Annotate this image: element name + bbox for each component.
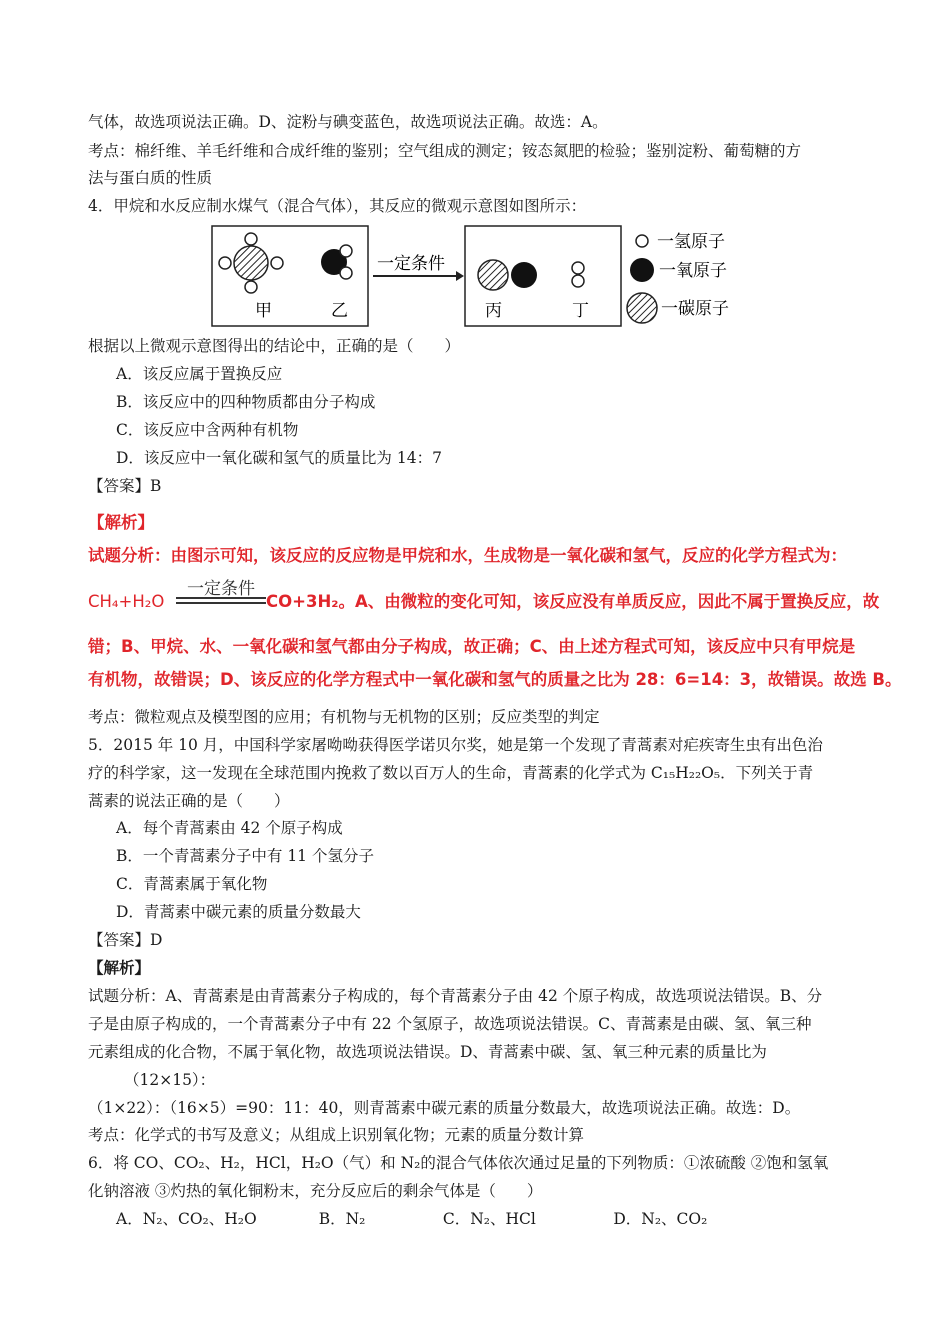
option-d: D．青蒿素中碳元素的质量分数最大 [116, 903, 361, 921]
analysis-line: 错；B、甲烷、水、一氧化碳和氢气都由分子构成，故正确；C、由上述方程式可知，该反应中只有甲烷是 [88, 637, 856, 656]
legend-hydrogen-symbol [636, 235, 648, 247]
option-a: A．每个青蒿素由 42 个原子构成 [116, 819, 343, 837]
answer: 【答案】D [88, 931, 163, 949]
knowledge-point: 考点：化学式的书写及意义；从组成上识别氧化物；元素的质量分数计算 [88, 1126, 585, 1144]
co-molecule [478, 260, 537, 290]
equation-lhs: CH₄+H₂O [88, 592, 165, 611]
analysis-line: 元素组成的化合物，不属于氧化物，故选项说法错误。D、青蒿素中碳、氢、氧三种元素的质量比为 [88, 1043, 767, 1061]
question-5-stem: 5．2015 年 10 月，中国科学家屠呦呦获得医学诺贝尔奖，她是第一个发现了青蒿素对疟疾寄生虫有出色治 [88, 736, 823, 754]
knowledge-point: 考点：微粒观点及模型图的应用；有机物与无机物的区别；反应类型的判定 [88, 708, 600, 726]
analysis-heading: 【解析】 [88, 958, 151, 977]
legend [627, 232, 729, 323]
label-ding: 丁 [572, 301, 589, 321]
analysis-line: 有机物，故错误；D、该反应的化学方程式中一氧化碳和氢气的质量之比为 28：6=14：3，故错误。故选 B。 [88, 670, 902, 689]
text-line: 气体，故选项说法正确。D、淀粉与碘变蓝色，故选项说法正确。故选：A。 [88, 113, 608, 131]
question-prompt: 根据以上微观示意图得出的结论中，正确的是（ ） [88, 337, 461, 355]
option-d: D．该反应中一氧化碳和氢气的质量比为 14：7 [116, 449, 442, 467]
reaction-micro-diagram [210, 222, 742, 330]
option-b: B．该反应中的四种物质都由分子构成 [116, 393, 376, 411]
label-bing: 丙 [485, 301, 502, 321]
legend-carbon-symbol [627, 293, 657, 323]
legend-hydrogen: 一氢原子 [657, 232, 725, 252]
analysis-line: （12×15）： [124, 1071, 216, 1089]
water-molecule [321, 245, 352, 279]
analysis-heading: 【解析】 [88, 513, 154, 532]
analysis-line: 试题分析：A、青蒿素是由青蒿素分子构成的，每个青蒿素分子由 42 个原子构成，故选项说法错误。B、分 [88, 987, 823, 1005]
label-yi: 乙 [331, 301, 348, 321]
option-a: A．该反应属于置换反应 [116, 365, 283, 383]
question-6-stem: 化钠溶液 ③灼热的氧化铜粉末，充分反应后的剩余气体是（ ） [88, 1182, 543, 1200]
analysis-line: （1×22）：（16×5）=90：11：40，则青蒿素中碳元素的质量分数最大，故选项说法正确。故选：D。 [88, 1099, 801, 1117]
legend-oxygen: 一氧原子 [659, 261, 727, 281]
legend-oxygen-symbol [630, 258, 654, 282]
methane-molecule [219, 233, 283, 293]
equation-rhs: CO+3H₂。A、由微粒的变化可知，该反应没有单质反应，因此不属于置换反应，故 [266, 592, 880, 611]
question-5-stem: 疗的科学家，这一发现在全球范围内挽救了数以百万人的生命，青蒿素的化学式为 C₁₅H₂₂O₅．下列关于青 [88, 764, 814, 782]
analysis-line: 试题分析：由图示可知，该反应的反应物是甲烷和水，生成物是一氧化碳和氢气，反应的化学方程式为： [88, 546, 847, 565]
question-4-stem: 4．甲烷和水反应制水煤气（混合气体），其反应的微观示意图如图所示： [88, 197, 587, 215]
equation-bar-bottom [176, 602, 266, 604]
text-line: 考点：棉纤维、羊毛纤维和合成纤维的鉴别；空气组成的测定；铵态氮肥的检验；鉴别淀粉、葡萄糖的方 [88, 142, 802, 160]
equation-bar-top [176, 597, 266, 599]
question-6-options: A．N₂、CO₂、H₂O B．N₂ C．N₂、HCl D．N₂、CO₂ [116, 1210, 708, 1228]
option-c: C．青蒿素属于氧化物 [116, 875, 268, 893]
option-b: B．一个青蒿素分子中有 11 个氢分子 [116, 847, 374, 865]
h2-molecule [572, 262, 584, 287]
label-jia: 甲 [255, 301, 272, 321]
question-6-stem: 6．将 CO、CO₂、H₂，HCl，H₂O（气）和 N₂的混合气体依次通过足量的下列物质：①浓硫酸 ②饱和氢氧 [88, 1154, 829, 1172]
question-5-stem: 蒿素的说法正确的是（ ） [88, 792, 290, 810]
analysis-line: 子是由原子构成的，一个青蒿素分子中有 22 个氢原子，故选项说法错误。C、青蒿素是由碳、氢、氧三种 [88, 1015, 812, 1033]
option-c: C．该反应中含两种有机物 [116, 421, 299, 439]
answer: 【答案】B [88, 477, 162, 495]
text-line: 法与蛋白质的性质 [88, 169, 213, 187]
equation-condition: 一定条件 [187, 579, 255, 599]
legend-carbon: 一碳原子 [661, 299, 729, 319]
arrow-label: 一定条件 [377, 254, 445, 274]
